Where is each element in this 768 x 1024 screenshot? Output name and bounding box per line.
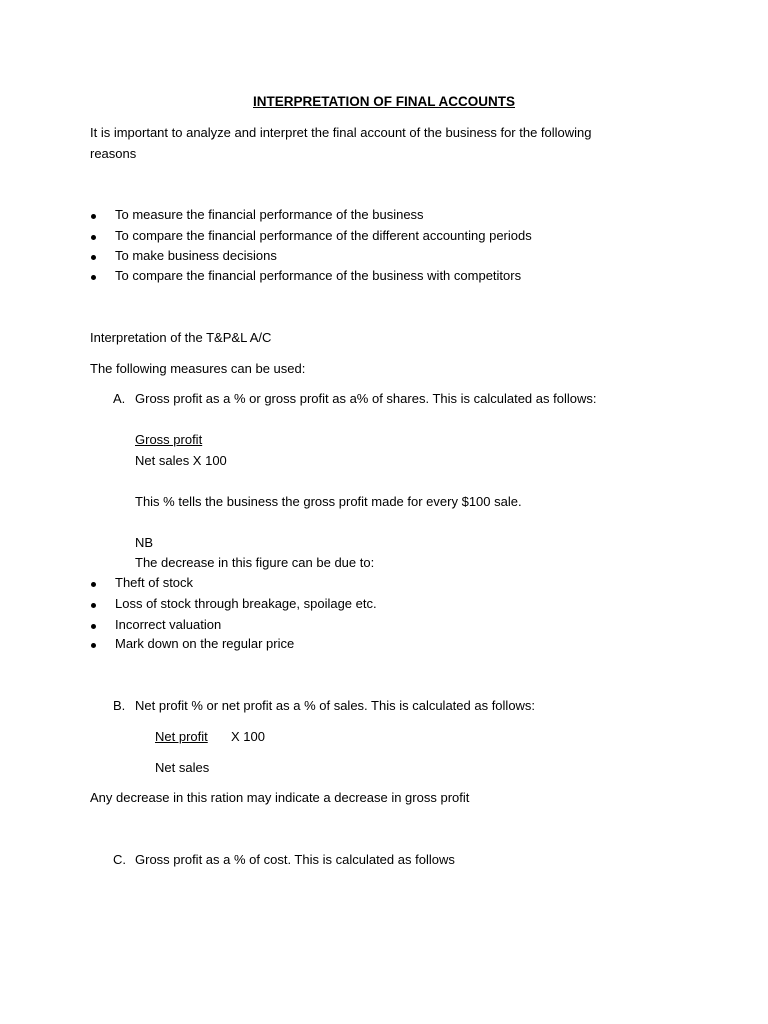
- intro-line-1: It is important to analyze and interpret the final account of the business for the following: [90, 125, 592, 140]
- list-item-text: Theft of stock: [115, 575, 194, 590]
- bullet-icon: [90, 209, 98, 217]
- measure-b-note: Any decrease in this ration may indicate a decrease in gross profit: [90, 790, 470, 805]
- list-item-text: Mark down on the regular price: [115, 636, 295, 651]
- measure-b-numerator: Net profit: [155, 729, 208, 744]
- measure-a-nb: NB: [135, 535, 154, 550]
- measure-b-multiplier: X 100: [231, 729, 265, 744]
- measure-a-decrease-intro: The decrease in this figure can be due to:: [135, 555, 375, 570]
- bullet-icon: [90, 598, 98, 606]
- bullet-icon: [90, 250, 98, 258]
- bullet-icon: [90, 270, 98, 278]
- tpl-heading: Interpretation of the T&P&L A/C: [90, 330, 272, 345]
- measure-b-denominator: Net sales: [155, 760, 210, 775]
- measure-c-marker: C.: [113, 852, 126, 867]
- bullet-icon: [90, 638, 98, 646]
- document-title: INTERPRETATION OF FINAL ACCOUNTS: [253, 94, 515, 109]
- measure-a-marker: A.: [113, 391, 126, 406]
- list-item-text: Loss of stock through breakage, spoilage etc.: [115, 596, 377, 611]
- measure-a-denominator: Net sales X 100: [135, 453, 227, 468]
- bullet-icon: [90, 619, 98, 627]
- list-item-text: To compare the financial performance of the business with competitors: [115, 268, 522, 283]
- measure-a-text: Gross profit as a % or gross profit as a% of shares. This is calculated as follows:: [135, 391, 597, 406]
- intro-line-2: reasons: [90, 146, 137, 161]
- measure-b-text: Net profit % or net profit as a % of sales. This is calculated as follows:: [135, 698, 536, 713]
- list-item-text: To measure the financial performance of the business: [115, 207, 424, 222]
- measure-a-numerator: Gross profit: [135, 432, 203, 447]
- measure-a-explanation: This % tells the business the gross profit made for every $100 sale.: [135, 494, 522, 509]
- measures-intro: The following measures can be used:: [90, 361, 306, 376]
- list-item-text: To compare the financial performance of the different accounting periods: [115, 228, 532, 243]
- list-item-text: Incorrect valuation: [115, 617, 222, 632]
- bullet-icon: [90, 577, 98, 585]
- measure-b-marker: B.: [113, 698, 126, 713]
- measure-c-text: Gross profit as a % of cost. This is calculated as follows: [135, 852, 455, 867]
- bullet-icon: [90, 230, 98, 238]
- list-item-text: To make business decisions: [115, 248, 277, 263]
